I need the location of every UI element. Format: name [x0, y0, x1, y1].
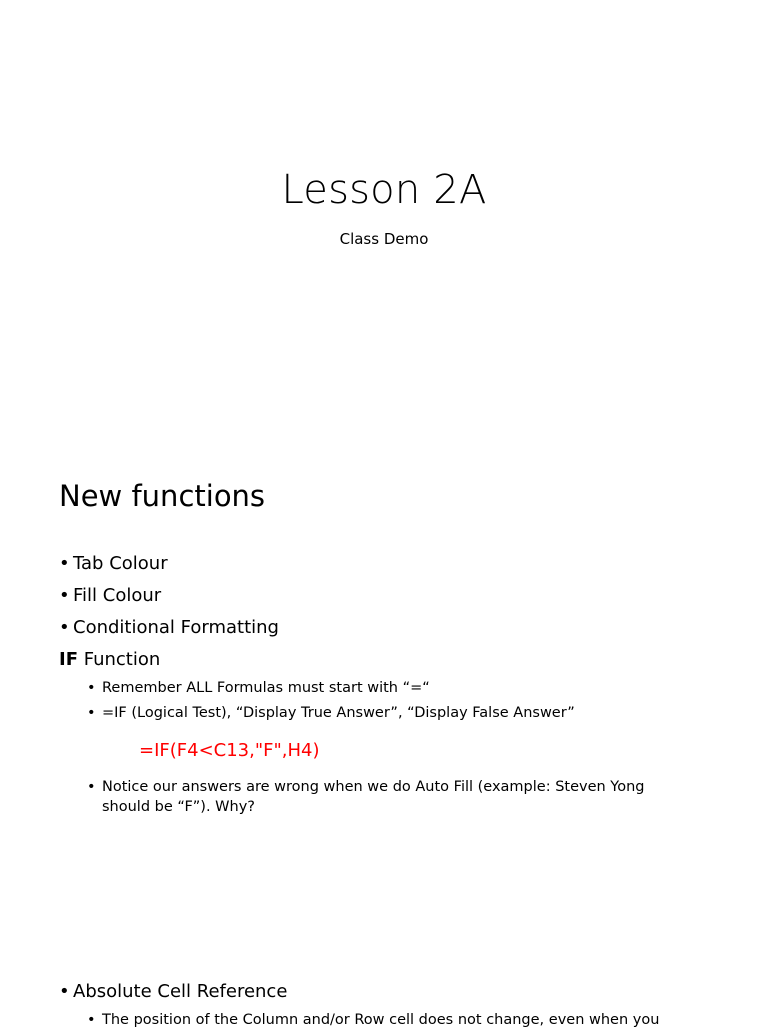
if-function-label — [59, 648, 160, 672]
bullet-dot: • — [59, 585, 70, 606]
slide-subtitle: Class Demo — [339, 230, 429, 248]
bullet-dot: • — [59, 553, 70, 574]
bullet-text: Fill Colour — [73, 585, 162, 606]
bullet-conditional-formatting — [59, 616, 279, 640]
if-formula-example: =IF(F4<C13,"F",H4) — [139, 740, 320, 761]
bullet-text: Absolute Cell Reference — [73, 981, 288, 1002]
slide-heading: New functions — [59, 479, 266, 513]
bullet-dot: • — [59, 617, 70, 638]
sub-bullet-text: =IF (Logical Test), “Display True Answer”, “Display False Answer” — [102, 705, 575, 721]
sub-bullet-if-syntax — [87, 703, 697, 723]
bullet-fill-colour — [59, 584, 161, 608]
sub-bullet-formula-start — [87, 678, 697, 698]
title-slide — [0, 0, 768, 430]
bullet-dot: • — [87, 705, 96, 721]
bullet-dot: • — [87, 779, 96, 795]
slide-title: Lesson 2A — [281, 167, 487, 213]
bullet-dot: • — [87, 680, 96, 696]
sub-bullet-text: The position of the Column and/or Row cell does not change, even when you — [102, 1012, 660, 1028]
content-slide — [0, 430, 768, 1028]
sub-bullet-text: Remember ALL Formulas must start with “=“ — [102, 680, 430, 696]
bullet-absolute-cell-reference — [59, 980, 287, 1004]
if-label-rest: Function — [78, 649, 161, 670]
bullet-text: Conditional Formatting — [73, 617, 279, 638]
sub-bullet-text: Notice our answers are wrong when we do Auto Fill (example: Steven Yong should be “F”). Why? — [102, 779, 645, 815]
bullet-text: Tab Colour — [73, 553, 168, 574]
bullet-dot: • — [87, 1012, 96, 1028]
sub-bullet-absolute-definition — [87, 1010, 697, 1030]
if-keyword: IF — [59, 649, 78, 670]
bullet-dot: • — [59, 981, 70, 1002]
bullet-tab-colour — [59, 552, 168, 576]
sub-bullet-auto-fill-note — [87, 777, 697, 817]
